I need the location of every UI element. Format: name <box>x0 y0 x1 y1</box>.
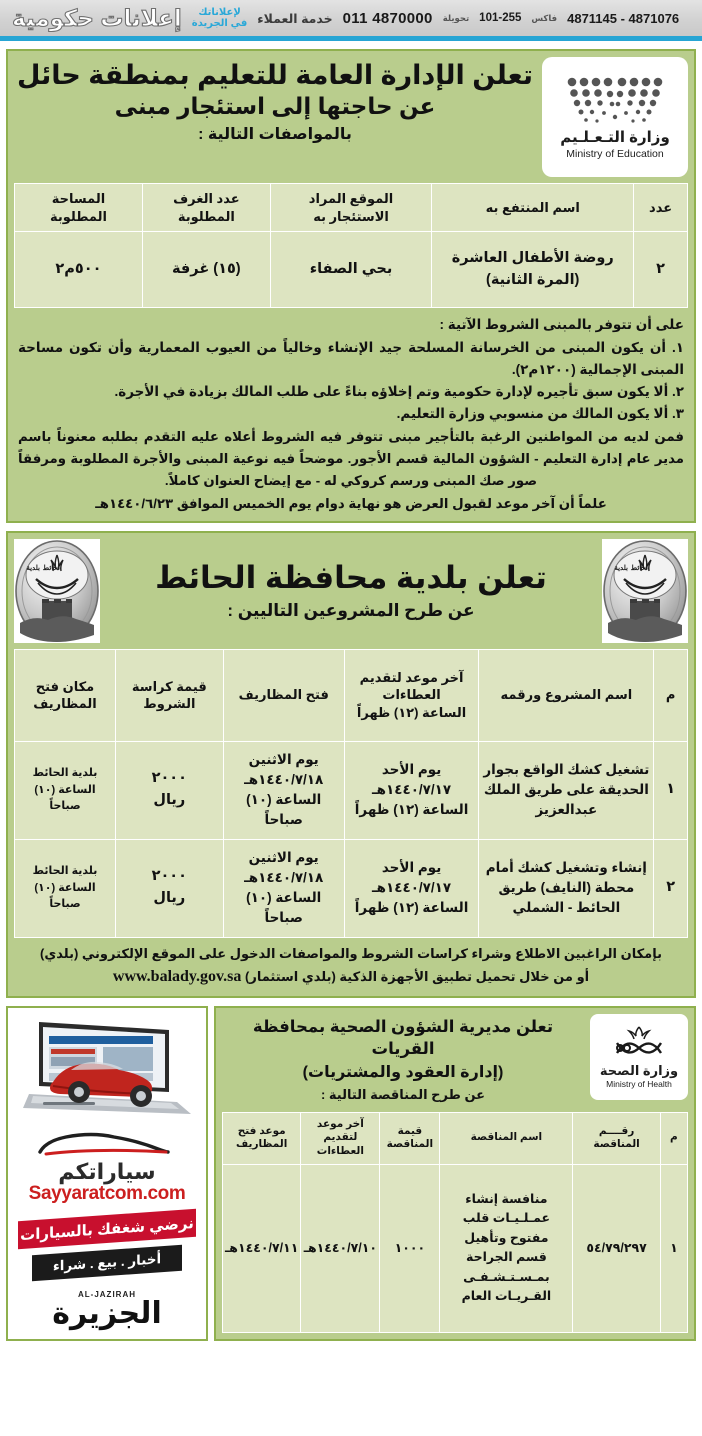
cell-bid-deadline: يوم الأحد ١٤٤٠/٧/١٧هـ الساعة (١٢) ظهراً <box>344 741 479 839</box>
ad-municipality <box>6 531 696 998</box>
cell-tender-number: ٥٤/٧٩/٢٩٧ <box>573 1164 660 1332</box>
education-logo-english: Ministry of Education <box>566 148 664 160</box>
masthead-accent-rule <box>0 36 702 41</box>
table-header-row <box>15 184 688 232</box>
table-row <box>15 232 688 308</box>
table-row <box>15 839 688 937</box>
ad-health-title-line1: تعلن مديرية الشؤون الصحية بمحافظة القريات <box>252 1017 554 1059</box>
table-header-row <box>15 649 688 741</box>
th-bid-deadline: آخر موعد لتقديم العطاءات الساعة (١٢) ظهراً <box>344 649 479 741</box>
ad-health <box>214 1006 696 1341</box>
masthead-title: إعلانات حكومية <box>12 4 182 31</box>
footnote-line2-text: أو من خلال تحميل تطبيق الأجهزة الذكية (بلدي استثمار) <box>245 969 590 985</box>
extension-label: تحويلة <box>442 12 470 23</box>
ad-municipality-title-line1: تعلن بلدية محافظة الحائط <box>155 560 547 596</box>
ad-health-title-line3: عن طرح المناقصة التالية : <box>320 1086 486 1102</box>
ad-education-header <box>14 57 688 177</box>
municipality-footnote <box>14 944 688 990</box>
ad-municipality-header <box>14 539 688 643</box>
cell-booklet-price: ٢٠٠٠ ريال <box>115 741 223 839</box>
cell-area: ٥٠٠م٢ <box>15 232 143 308</box>
cell-tender-name: منافسة إنشاء عمـلـيـات قلب مفتوح وتأهيل قسم الجراحة بمـسـتـشـفـى القـريـات العام <box>440 1164 573 1332</box>
th-envelope-open: فتح المظاريف <box>223 649 344 741</box>
condition-item: ٢. ألا يكون سبق تأجيره لإدارة حكومية وتم إخلاؤه بناءً على طلب المالك بزيادة في الأجرة. <box>114 383 684 399</box>
th-open-place: مكان فتح المظاريف <box>15 649 116 741</box>
cell-count: ٢ <box>634 232 688 308</box>
footnote-line1: بإمكان الراغبين الاطلاع وشراء كراسات الشروط والمواصفات الدخول على الموقع الإلكتروني (بلدي) <box>40 945 662 961</box>
cell-project-name: إنشاء وتشغيل كشك أمام محطة (النايف) طريق الحائط - الشملي <box>479 839 654 937</box>
submission-deadline: علماً أن آخر موعد لقبول العرض هو نهاية دوام يوم الخميس الموافق ١٤٤٠/٦/٢٣هـ <box>95 496 607 512</box>
education-logo-arabic: وزارة التـعـلـيم <box>560 129 670 146</box>
cell-envelope-open: يوم الاثنين ١٤٤٠/٧/١٨هـ الساعة (١٠) صباحاً <box>223 741 344 839</box>
al-jazirah-arabic: الجزيرة <box>52 1296 162 1330</box>
cell-index: ١ <box>654 741 688 839</box>
svg-text:الحائط: الحائط <box>42 564 62 572</box>
municipality-projects-table <box>14 649 688 938</box>
svg-text:الحائط: الحائط <box>630 564 650 572</box>
th-count: عدد <box>634 184 688 232</box>
cell-bid-deadline: ١٤٤٠/٧/١٠هـ <box>301 1164 380 1332</box>
svg-text:بلدية: بلدية <box>614 564 628 572</box>
table-header-row <box>223 1112 688 1164</box>
th-index: م <box>654 649 688 741</box>
application-paragraph: فمن لديه من المواطنين الرغبة بالتأجير مبنى تتوفر فيه الشروط أعلاه عليه التقدم بطلبه معنوناً باسم مدير عام إدارة التعليم - الشؤون المالية قسم الأجور. موضحاً فيه نوعية المبنى والأجرة المطلوبة ومرفقاً صور صك المبنى ورسم كروكي له - مع إيضاح العنوان كاملاً. <box>18 429 684 488</box>
cell-location: بحي الصفاء <box>270 232 432 308</box>
th-area: المساحة المطلوبة <box>15 184 143 232</box>
cell-envelope-open: ١٤٤٠/٧/١١هـ <box>223 1164 301 1332</box>
cell-tender-value: ١٠٠٠ <box>380 1164 440 1332</box>
fax-label: فاكس <box>531 12 558 23</box>
cell-open-place: بلدية الحائط الساعة (١٠) صباحاً <box>15 839 116 937</box>
laptop-with-red-car-icon <box>17 1016 197 1124</box>
table-row <box>223 1164 688 1332</box>
customer-service-label: خدمة العملاء <box>257 11 333 26</box>
conditions-lead: على أن تتوفر بالمبنى الشروط الآتية : <box>439 317 684 333</box>
education-conditions <box>14 315 688 514</box>
th-bid-deadline: آخر موعد لتقديم العطاءات <box>301 1112 380 1164</box>
al-jazirah-logo <box>52 1290 161 1329</box>
balady-url[interactable]: www.balady.gov.sa <box>112 968 242 986</box>
masthead-subtitle: لإعلاناتك في الجريدة <box>191 6 248 29</box>
car-silhouette-icon <box>32 1130 182 1156</box>
ad-education-title-line3: بالمواصفات التالية : <box>198 125 352 143</box>
th-tender-name: اسم المناقصة <box>440 1112 573 1164</box>
th-tender-number: رقــــم المناقصة <box>573 1112 660 1164</box>
conditions-list <box>18 337 684 424</box>
footnote-line2 <box>18 964 684 990</box>
sayyaratcom-logo <box>29 1130 186 1205</box>
al-jazirah-english: AL-JAZIRAH <box>78 1289 136 1299</box>
svg-text:بلدية: بلدية <box>26 564 40 572</box>
ad-health-header <box>222 1014 688 1106</box>
sayyaratcom-tagline-black: أخبار . بيع . شراء <box>32 1245 182 1281</box>
bottom-row <box>6 1006 696 1341</box>
sayyaratcom-tagline-red: نرضي شغفك بالسيارات <box>18 1209 196 1249</box>
health-logo-arabic: وزارة الصحة <box>599 1062 679 1078</box>
ad-health-title-line2: (إدارة العقود والمشتريات) <box>302 1063 504 1081</box>
health-logo-english: Ministry of Health <box>606 1078 672 1089</box>
main-phone-number: 011 4870000 <box>342 9 433 27</box>
ministry-of-education-logo <box>542 57 688 177</box>
ad-education <box>6 49 696 523</box>
masthead <box>0 0 702 36</box>
th-envelope-open: موعد فتح المظاريف <box>223 1112 301 1164</box>
table-row <box>15 741 688 839</box>
education-requirements-table <box>14 183 688 308</box>
cell-beneficiary: روضة الأطفال العاشرة (المرة الثانية) <box>432 232 634 308</box>
baladiyat-al-hait-seal-icon <box>602 539 688 643</box>
th-index: م <box>660 1112 687 1164</box>
ad-education-title-line1: تعلن الإدارة العامة للتعليم بمنطقة حائل <box>16 60 534 90</box>
th-rooms: عدد الغرف المطلوبة <box>142 184 270 232</box>
th-booklet-price: قيمة كراسة الشروط <box>115 649 223 741</box>
condition-item: ١. أن يكون المبنى من الخرسانة المسلحة جيد الإنشاء وخالياً من العيوب المعمارية وأن تكون مساحة المبنى الإجمالية (١٢٠٠م٢). <box>18 340 684 377</box>
fax-number: 4871145 - 4871076 <box>567 10 680 26</box>
th-location: الموقع المراد الاستئجار به <box>270 184 432 232</box>
cell-open-place: بلدية الحائط الساعة (١٠) صباحاً <box>15 741 116 839</box>
ad-municipality-title-line2: عن طرح المشروعين التاليين : <box>227 600 475 620</box>
th-tender-value: قيمة المناقصة <box>380 1112 440 1164</box>
cell-index: ١ <box>660 1164 687 1332</box>
condition-item: ٣. ألا يكون المالك من منسوبي وزارة التعليم. <box>396 405 684 421</box>
education-dots-icon <box>560 74 670 126</box>
baladiyat-al-hait-seal-icon <box>14 539 100 643</box>
ministry-of-health-logo <box>590 1014 688 1100</box>
th-beneficiary: اسم المنتفع به <box>432 184 634 232</box>
cell-index: ٢ <box>654 839 688 937</box>
sayyaratcom-brand-arabic: سياراتكم <box>58 1158 156 1184</box>
extension-number: 101-255 <box>479 12 522 24</box>
sayyaratcom-brand-english: Sayyaratcom.com <box>28 1182 186 1204</box>
health-palm-caduceus-icon <box>611 1025 667 1063</box>
cell-envelope-open: يوم الاثنين ١٤٤٠/٧/١٨هـ الساعة (١٠) صباحاً <box>223 839 344 937</box>
cell-rooms: (١٥) غرفة <box>142 232 270 308</box>
th-project-name: اسم المشروع ورقمه <box>479 649 654 741</box>
sayyaratcom-banner[interactable] <box>6 1006 208 1341</box>
cell-booklet-price: ٢٠٠٠ ريال <box>115 839 223 937</box>
cell-project-name: تشغيل كشك الواقع بجوار الحديقة على طريق الملك عبدالعزيز <box>479 741 654 839</box>
ad-education-title-line2: عن حاجتها إلى استئجار مبنى <box>114 92 436 119</box>
cell-bid-deadline: يوم الأحد ١٤٤٠/٧/١٧هـ الساعة (١٢) ظهراً <box>344 839 479 937</box>
health-tender-table <box>222 1112 688 1333</box>
